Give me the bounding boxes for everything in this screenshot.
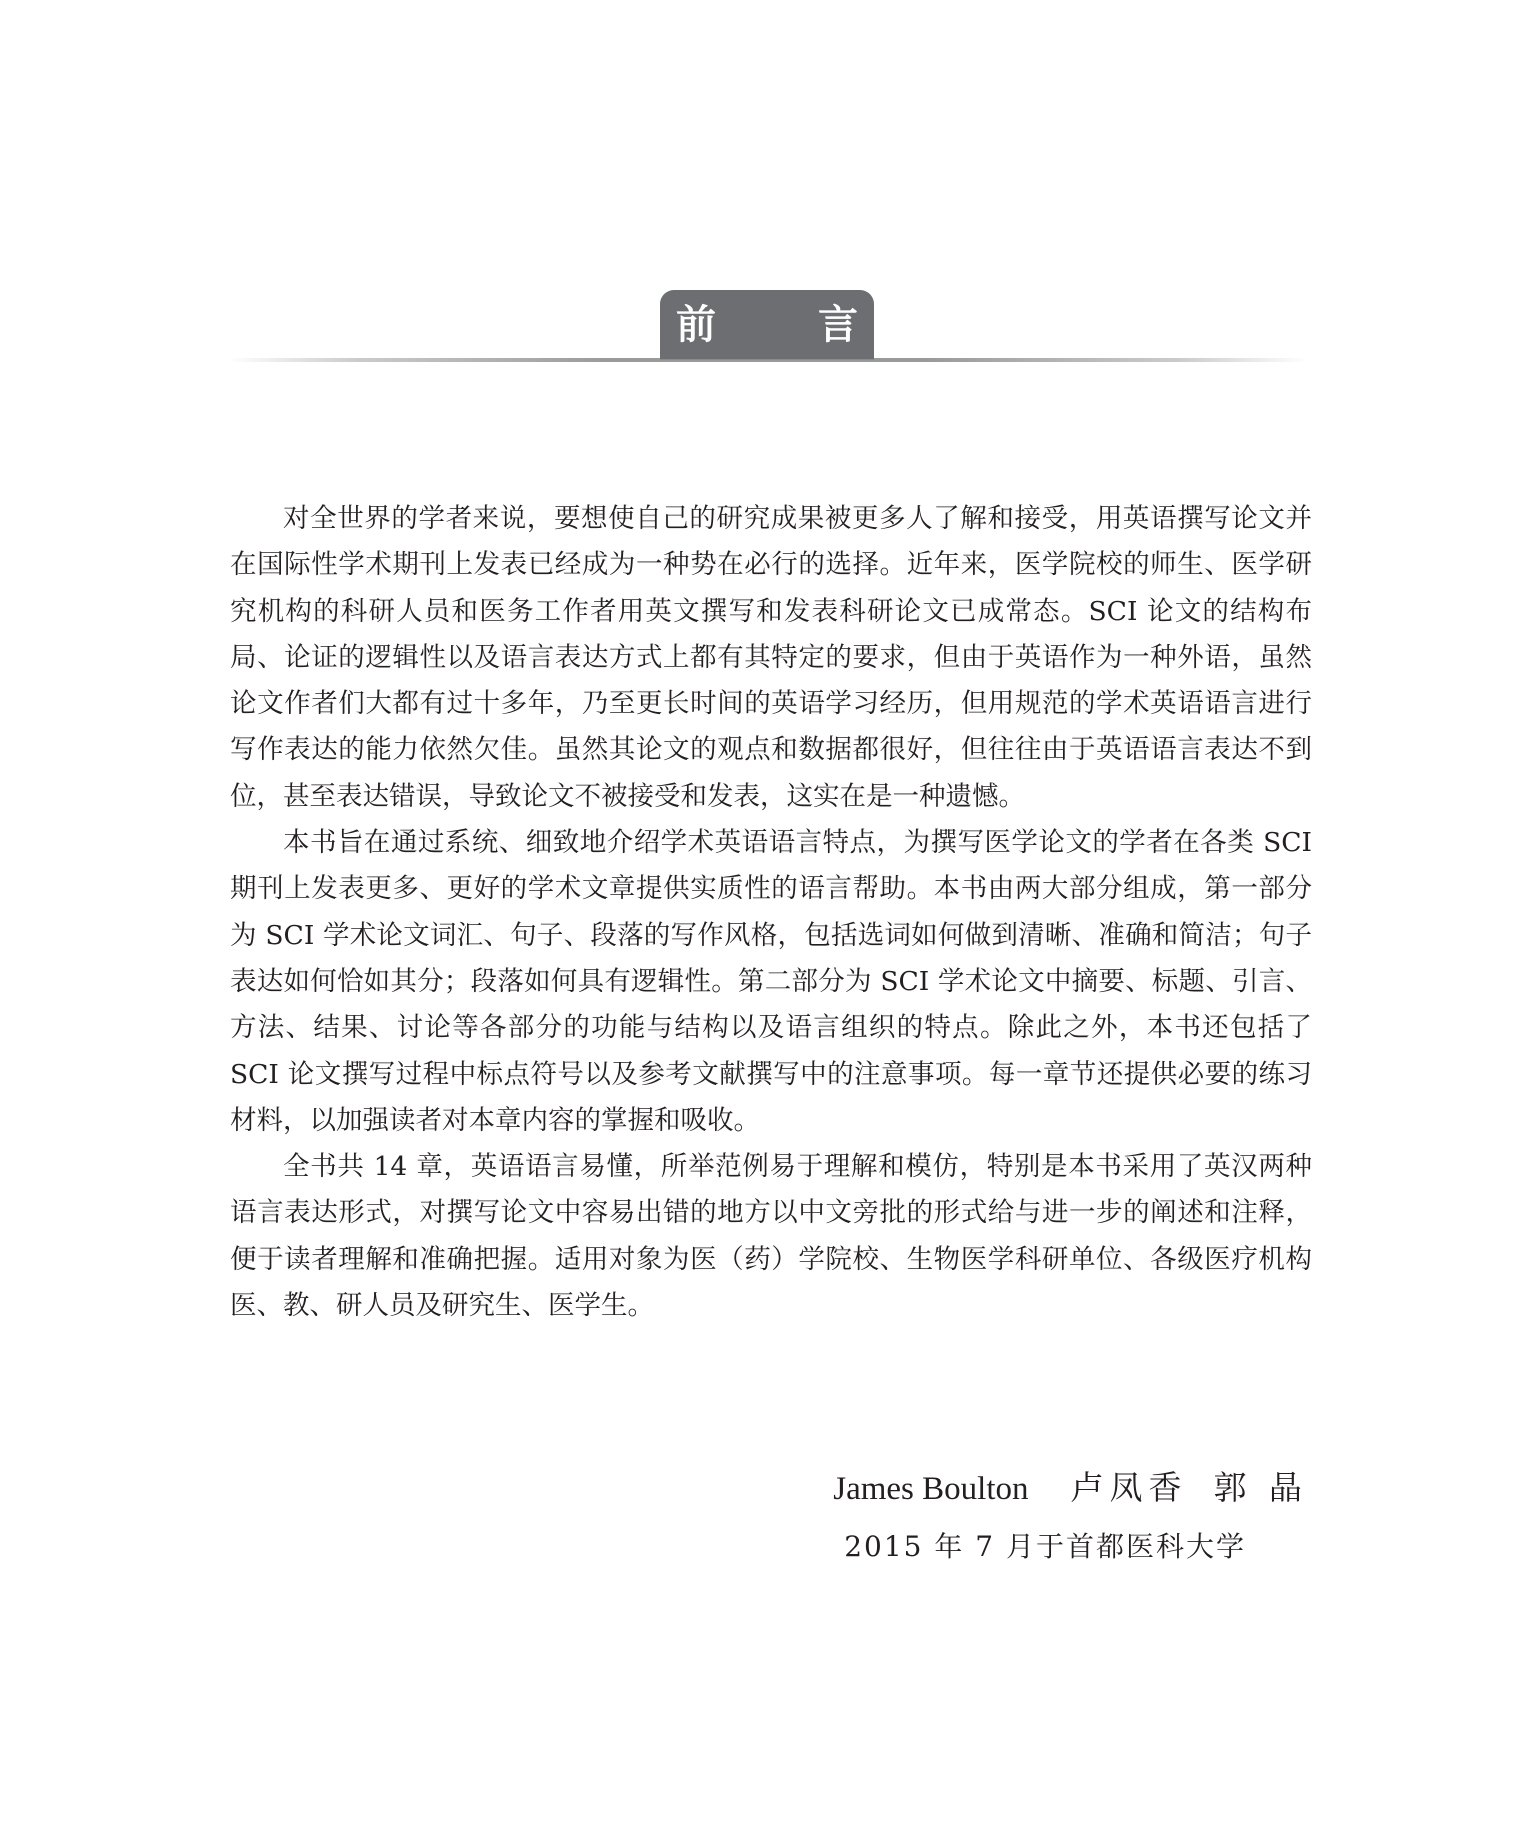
author-chinese-name-2: 郭 晶 [1213,1468,1308,1507]
author-english-name: James Boulton [833,1471,1029,1507]
page-title: 前 言 [676,302,902,348]
paragraph-3: 全书共 14 章，英语语言易懂，所举范例易于理解和模仿，特别是本书采用了英汉两种语言表达形式，对撰写论文中容易出错的地方以中文旁批的形式给与进一步的阐述和注释，便于读者理解和准确把握。适用对象为医（药）学院校、生物医学科研单位、各级医疗机构医、教、研人员及研究生、医学生。 [230,1151,1312,1322]
signature-block [833,1463,1308,1570]
paragraph-1: 对全世界的学者来说，要想使自己的研究成果被更多人了解和接受，用英语撰写论文并在国际性学术期刊上发表已经成为一种势在必行的选择。近年来，医学院校的师生、医学研究机构的科研人员和医务工作者用英文撰写和发表科研论文已成常态。SCI 论文的结构布局、论证的逻辑性以及语言表达方式上都有其特定的要求，但由于英语作为一种外语，虽然论文作者们大都有过十多年，乃至更长时间的英语学习经历，但用规范的学术英语语言进行写作表达的能力依然欠佳。虽然其论文的观点和数据都很好，但往往由于英语语言表达不到位，甚至表达错误，导致论文不被接受和发表，这实在是一种遗憾。 [230,503,1312,812]
title-tab [660,290,902,360]
date-and-place: 2015 年 7 月于首都医科大学 [844,1530,1246,1563]
author-names [833,1463,1308,1514]
paragraph-2: 本书旨在通过系统、细致地介绍学术英语语言特点，为撰写医学论文的学者在各类 SCI 期刊上发表更多、更好的学术文章提供实质性的语言帮助。本书由两大部分组成，第一部分为 SCI 学术论文词汇、句子、段落的写作风格，包括选词如何做到清晰、准确和简洁；句子表达如何恰如其分；段落如何具有逻辑性。第二部分为 SCI 学术论文中摘要、标题、引言、方法、结果、讨论等各部分的功能与结构以及语言组织的特点。除此之外，本书还包括了 SCI 论文撰写过程中标点符号以及参考文献撰写中的注意事项。每一章节还提供必要的练习材料，以加强读者对本章内容的掌握和吸收。 [230,827,1312,1136]
author-chinese-name-1: 卢凤香 [1070,1468,1188,1507]
preface-body [230,496,1312,1329]
